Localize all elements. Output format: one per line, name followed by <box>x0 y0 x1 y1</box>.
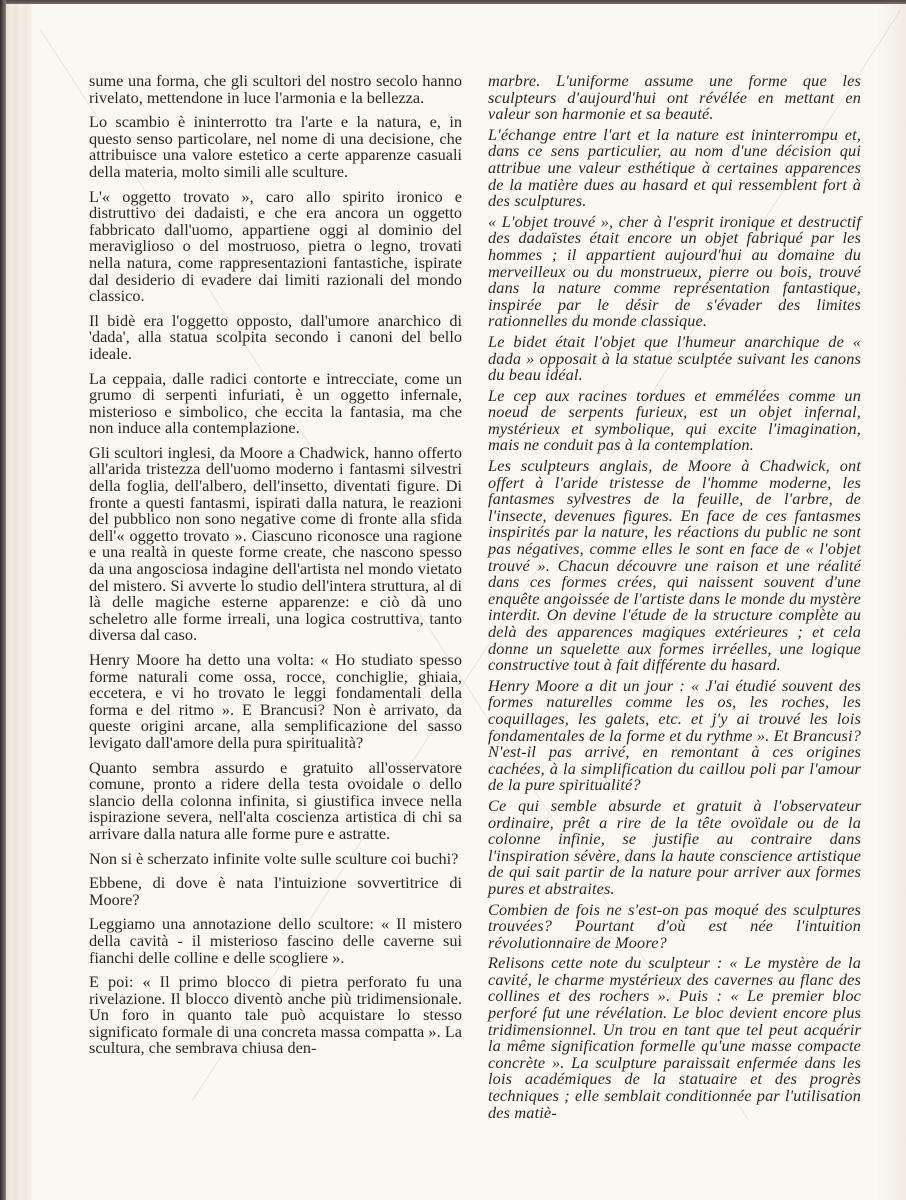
paragraph: sume una forma, che gli scultori del nostro secolo hanno rivelato, mettendone in luce l'armonia e la bellezza. <box>89 71 462 107</box>
paragraph: E poi: « Il primo blocco di pietra perforato fu una rivelazione. Il blocco diventò anche più tridimensionale. Un foro in quanto tale può acquistare lo stesso significato formale di una concreta massa compatta ». La scultura, che sembrava chiusa den- <box>89 972 462 1058</box>
paragraph: Le cep aux racines tordues et emmélées comme un noeud de serpents furieux, est un objet infernal, mystérieux et symbolique, qui excite l'imagination, mais ne conduit pas à la contemplation. <box>488 385 861 455</box>
paragraph: Relisons cette note du sculpteur : « Le mystère de la cavité, le charme mystérieux des cavernes au flanc des collines et des rochers ». Puis : « Le premier bloc perforé fut une révélation. Le bloc devient encore plus tridimensionnel. Un trou en tant que tel peut acquérir la même signification formelle qu'une masse compacte concrète ». La sculpture paraissait enfermée dans les lois académiques de la statuaire et des progrès techniques ; elle semblait conditionnée par l'utilisation des matiè- <box>488 953 861 1122</box>
italian-text-column <box>89 73 462 1065</box>
paragraph: Henry Moore a dit un jour : « J'ai étudié souvent des formes naturelles comme les os, les roches, les coquillages, les galets, etc. et j'y ai trouvé les lois fondamentales de la forme et du rythme ». Et Brancusi? N'est-il pas arrivé, en remontant à ces origines cachées, à la simplification du caillou poli par l'amour de la pure spiritualité? <box>488 675 861 795</box>
paragraph: L'« oggetto trovato », caro allo spirito ironico e distruttivo dei dadaisti, e che era ancora un oggetto fabbricato dall'uomo, appartiene oggi al dominio del meraviglioso o del mostruoso, pietra o legno, trovati nella natura, come rappresentazioni fantastiche, ispirate dal desiderio di evadere dai limiti razionali del mondo classico. <box>89 186 462 306</box>
paragraph: Henry Moore ha detto una volta: « Ho studiato spesso forme naturali come ossa, rocce, conchiglie, ghiaia, eccetera, e vi ho trovato le leggi fondamentali della forma e del ritmo ». E Brancusi? Non è arrivato, da queste origini arcane, alla semplificazione del sasso levigato dall'amore della pura spiritualità? <box>89 650 462 752</box>
paragraph: Non si è scherzato infinite volte sulle sculture coi buchi? <box>89 848 459 868</box>
paragraph: Ebbene, di dove è nata l'intuizione sovvertitrice di Moore? <box>89 873 462 909</box>
paragraph: L'échange entre l'art et la nature est ininterrompu et, dans ce sens particulier, au nom d'une décision qui attribue une valeur esthétique à certaines apparences de la matière dues au hasard et qui ressemblent fort à des sculptures. <box>488 124 861 211</box>
paragraph: La ceppaia, dalle radici contorte e intrecciate, come un grumo di serpenti infuriati, è un oggetto infernale, misterioso e simbolico, che eccita la fantasia, ma che non induce alla contemplazione. <box>89 368 462 438</box>
paragraph: Les sculpteurs anglais, de Moore à Chadwick, ont offert à l'aride tristesse de l'homme moderne, les fantasmes sylvestres de la feuille, de l'arbre, de l'insecte, devenues figures. En face de ces fantasmes inspirités par la nature, les réactions du public ne sont pas négatives, comme elles le sont en face de « l'objet trouvé ». Chacun découvre une raison et une réalité dans ces formes crées, qui naissent souvent d'une enquête angoissée de l'artiste dans le monde du mystère interdit. On devine l'étude de la structure complète au delà des apparences magiques extérieures ; et cela donne un squelette aux formes irréelles, une logique constructive tout à fait différente du hasard. <box>488 456 861 675</box>
paragraph: Lo scambio è ininterrotto tra l'arte e la natura, e, in questo senso particolare, nel nome di una decisione, che attribuisce una valore estetico a certe apparenze casuali della materia, molto simili alle sculture. <box>89 112 462 181</box>
paragraph: Il bidè era l'oggetto opposto, dall'umore anarchico di 'dada', alla statua scolpita secondo i canoni del bello ideale. <box>89 310 462 363</box>
paragraph: Gli scultori inglesi, da Moore a Chadwick, hanno offerto all'arida tristezza dell'uomo moderno i fantasmi silvestri della foglia, dell'albero, dell'insetto, diventati figure. Di fronte a questi fantasmi, ispirati dalla natura, le reazioni del pubblico non sono negative come di fronte alla sfida dell'« oggetto trovato ». Ciascuno riconosce una ragione e una realtà in queste forme create, che nascono spesso da una angosciosa indagine dell'artista nel mondo vietato del mistero. Si avverte lo studio dell'intera struttura, al di là delle magiche esterne apparenze: e ciò dà uno scheletro alle forme irreali, una logica costruttiva, tanto diversa dal caso. <box>89 442 462 645</box>
paragraph: Leggiamo una annotazione dello scultore: « Il mistero della cavità - il misterioso fascino delle caverne sui fianchi delle colline e delle scogliere ». <box>89 914 462 967</box>
paragraph: « L'objet trouvé », cher à l'esprit ironique et destructif des dadaïstes était encore un objet fabriqué par les hommes ; il appartient aujourd'hui au domaine du merveilleux ou du monstrueux, pierre ou bois, trouvé dans la nature comme représentation fantastique, inspirée par le désir de s'évader des limites rationnelles du monde classique. <box>488 211 861 331</box>
paragraph: Combien de fois ne s'est-on pas moqué des sculptures trouvées? Pourtant d'où est née l'intuition révolutionnaire de Moore? <box>488 899 861 952</box>
paragraph: Le bidet était l'objet que l'humeur anarchique de « dada » opposait à la statue sculptée suivant les canons du beau idéal. <box>488 331 861 385</box>
page-stack-edge <box>6 4 32 1200</box>
paragraph: marbre. L'uniforme assume une forme que les sculpteurs d'aujourd'hui ont révélée en mettant en valeur son harmonie et sa beauté. <box>488 71 861 124</box>
french-text-column <box>488 73 861 1125</box>
paragraph: Ce qui semble absurde et gratuit à l'observateur ordinaire, prêt a rire de la tête ovoïdale ou de la colonne infinie, se justifie au contraire dans l'inspiration sévère, dans la haute conscience artistique de qui sait partir de la nature pour arriver aux formes pures et abstraites. <box>488 795 861 898</box>
paragraph: Quanto sembra assurdo e gratuito all'osservatore comune, pronto a ridere della testa ovoidale o dello slancio della colonna infinita, si giustifica invece nella ispirazione severa, nell'alta coscienza artistica di chi sa arrivare dalla natura alle forme pure e astratte. <box>89 757 462 843</box>
page-right-shadow <box>876 4 906 1200</box>
